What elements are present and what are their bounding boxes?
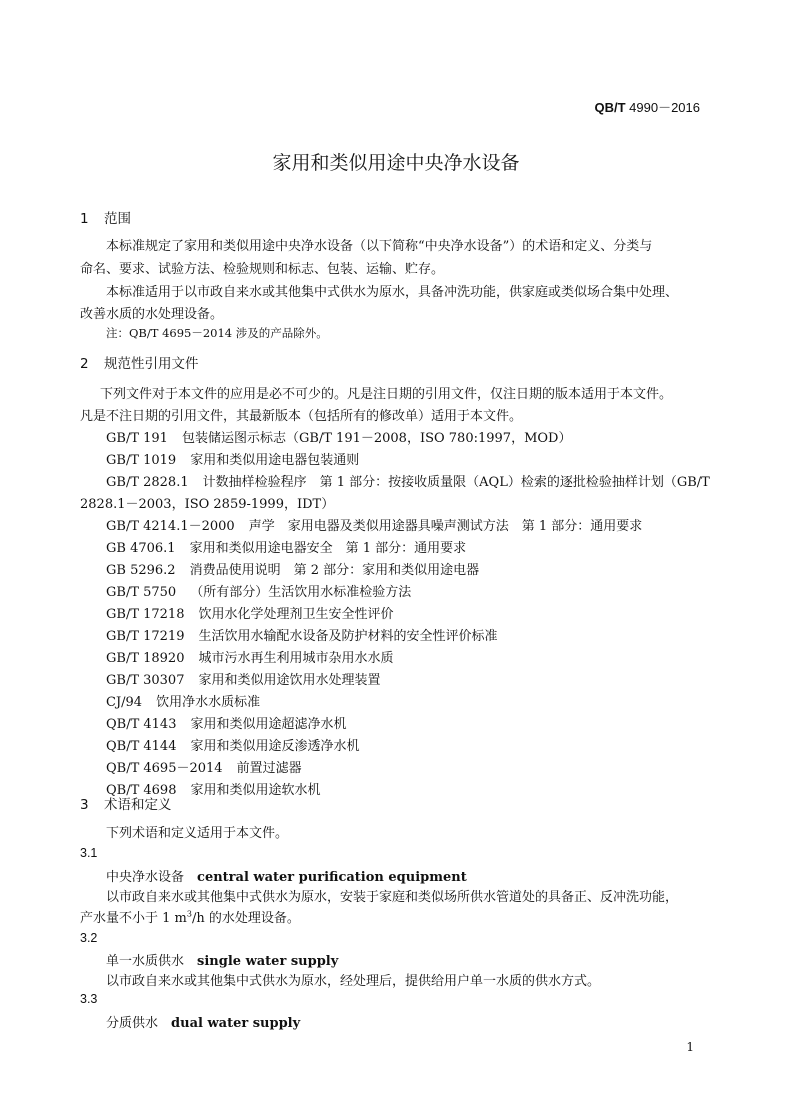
section-heading-terms-definitions (80, 793, 172, 813)
term-chinese: 中央净水设备 (106, 870, 185, 885)
document-title: 家用和类似用途中央净水设备 (272, 152, 520, 174)
reference-item (106, 735, 360, 754)
term-definition-line-1: 以市政自来水或其他集中式供水为原水，经处理后，提供给用户单一水质的供水方式。 (106, 974, 601, 989)
section-number: 1 (80, 211, 89, 227)
reference-code: GB/T 5750 (106, 585, 177, 600)
reference-code: GB/T 191 (106, 431, 168, 446)
reference-code: GB/T 1019 (106, 453, 177, 468)
reference-title: 计数抽样检验程序 第 1 部分：按接收质量限（AQL）检索的逐批检验抽样计划（GB/T (202, 475, 710, 490)
reference-title: 包装储运图示标志（GB/T 191－2008，ISO 780:1997，MOD） (181, 431, 572, 446)
standard-prefix: QB/T (594, 100, 626, 115)
reference-item (106, 691, 260, 710)
reference-title: 家用和类似用途软水机 (190, 783, 321, 798)
section-heading-normative-references (80, 352, 199, 372)
reference-continuation: 2828.1－2003，ISO 2859-1999，IDT） (80, 497, 335, 512)
term-definition-line-2 (80, 907, 300, 926)
reference-item (106, 537, 466, 556)
scope-paragraph-2-line-2: 改善水质的水处理设备。 (80, 307, 224, 322)
reference-code: GB 5296.2 (106, 563, 176, 578)
term-number: 3.3 (80, 992, 98, 1006)
scope-paragraph-2-line-1: 本标准适用于以市政自来水或其他集中式供水为原水，具备冲洗功能，供家庭或类似场合集中处理、 (106, 285, 679, 300)
reference-item (106, 713, 347, 732)
page-number: 1 (686, 1040, 694, 1054)
reference-item (106, 757, 302, 776)
reference-code: QB/T 4143 (106, 717, 177, 732)
reference-code: GB/T 2828.1 (106, 475, 189, 490)
section-title: 规范性引用文件 (104, 356, 199, 372)
references-intro-line-2: 凡是不注日期的引用文件，其最新版本（包括所有的修改单）适用于本文件。 (80, 409, 523, 424)
reference-code: GB/T 30307 (106, 673, 185, 688)
reference-item (106, 449, 359, 468)
term-heading (106, 1012, 300, 1031)
standard-code: 4990－2016 (629, 100, 700, 115)
reference-title: 家用和类似用途超滤净水机 (190, 717, 347, 732)
reference-item (106, 427, 571, 446)
reference-item (106, 471, 710, 490)
term-heading (106, 950, 338, 969)
reference-title: 家用和类似用途电器包装通则 (190, 453, 360, 468)
section-number: 3 (80, 797, 89, 813)
term-heading (106, 866, 467, 885)
term-chinese: 分质供水 (106, 1016, 159, 1031)
term-english: single water supply (197, 954, 339, 969)
term-english: dual water supply (171, 1016, 301, 1031)
reference-item (106, 559, 479, 578)
section-heading-scope (80, 207, 131, 227)
reference-code: GB/T 4214.1－2000 (106, 519, 235, 534)
reference-title: 声学 家用电器及类似用途器具噪声测试方法 第 1 部分：通用要求 (248, 519, 643, 534)
reference-item (106, 581, 411, 600)
scope-paragraph-1-line-1: 本标准规定了家用和类似用途中央净水设备（以下简称“中央净水设备”）的术语和定义、分类与 (106, 239, 653, 254)
reference-title: 生活饮用水输配水设备及防护材料的安全性评价标准 (198, 629, 498, 644)
reference-item (106, 647, 394, 666)
reference-title: （所有部分）生活饮用水标准检验方法 (190, 585, 412, 600)
reference-title: 前置过滤器 (236, 761, 302, 776)
references-intro-line-1: 下列文件对于本文件的应用是必不可少的。凡是注日期的引用文件，仅注日期的版本适用于本文件。 (100, 387, 673, 402)
reference-code: GB 4706.1 (106, 541, 176, 556)
section-title: 范围 (104, 211, 131, 227)
reference-code: GB/T 17219 (106, 629, 185, 644)
reference-code: QB/T 4698 (106, 783, 177, 798)
reference-code: CJ/94 (106, 695, 143, 710)
standard-number (594, 97, 700, 116)
reference-item (106, 669, 381, 688)
section-number: 2 (80, 356, 89, 372)
term-english: central water purification equipment (197, 870, 467, 885)
term-definition-text: 产水量不小于 1 m (80, 911, 187, 926)
term-chinese: 单一水质供水 (106, 954, 185, 969)
reference-code: GB/T 18920 (106, 651, 185, 666)
superscript-exponent: 3 (186, 909, 192, 919)
term-number: 3.2 (80, 931, 98, 945)
term-definition-line-1: 以市政自来水或其他集中式供水为原水，安装于家庭和类似场所供水管道处的具备正、反冲洗功能， (106, 890, 679, 905)
reference-code: GB/T 17218 (106, 607, 185, 622)
reference-title: 家用和类似用途饮用水处理装置 (198, 673, 381, 688)
term-definition-text: /h 的水处理设备。 (191, 911, 300, 926)
term-number: 3.1 (80, 846, 98, 860)
reference-code: QB/T 4144 (106, 739, 177, 754)
reference-title: 家用和类似用途反渗透净水机 (190, 739, 360, 754)
reference-title: 家用和类似用途电器安全 第 1 部分：通用要求 (189, 541, 467, 556)
scope-note: 注：QB/T 4695－2014 涉及的产品除外。 (106, 326, 328, 340)
section-title: 术语和定义 (104, 797, 172, 813)
reference-item (106, 515, 642, 534)
reference-title: 饮用净水水质标准 (156, 695, 261, 710)
reference-title: 饮用水化学处理剂卫生安全性评价 (198, 607, 394, 622)
reference-code: QB/T 4695－2014 (106, 761, 223, 776)
reference-title: 消费品使用说明 第 2 部分：家用和类似用途电器 (189, 563, 480, 578)
reference-item (106, 625, 498, 644)
reference-item (106, 603, 394, 622)
scope-paragraph-1-line-2: 命名、要求、试验方法、检验规则和标志、包装、运输、贮存。 (80, 262, 445, 277)
terms-intro: 下列术语和定义适用于本文件。 (106, 826, 289, 841)
reference-title: 城市污水再生利用城市杂用水水质 (198, 651, 394, 666)
